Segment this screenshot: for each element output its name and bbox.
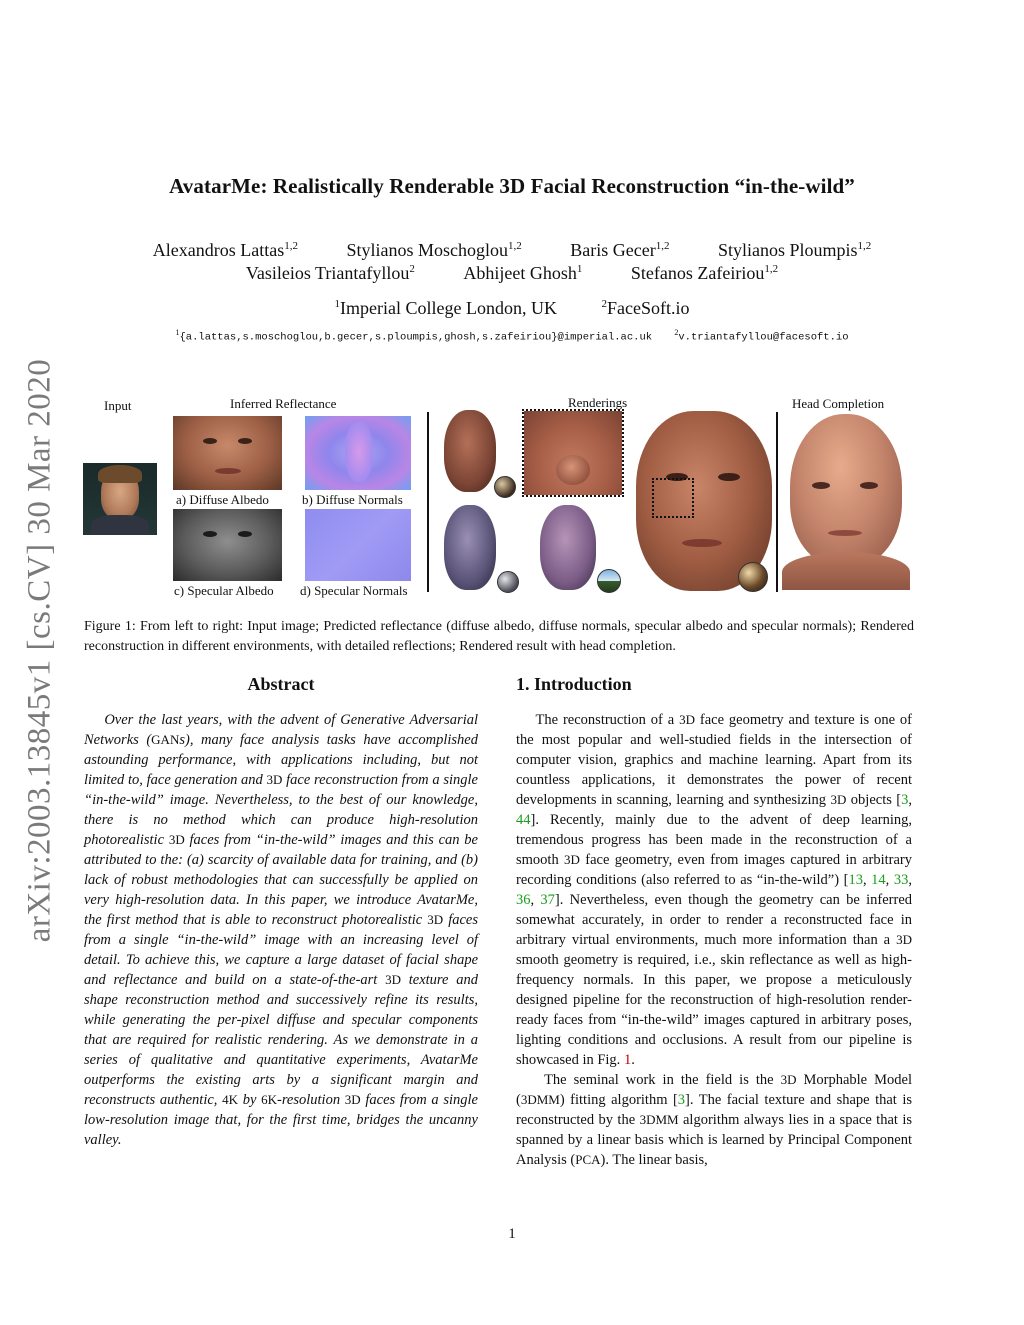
author: Vasileios Triantafyllou$^2$ [245,263,415,283]
head-mouth [828,530,862,536]
head-completion-render [782,412,910,590]
specular-normals-map [305,509,411,581]
rendering-face-1 [444,410,496,492]
affiliation: $^1$Imperial College London, UK [334,298,557,318]
author: Alexandros Lattas$^{1,2}$ [152,240,298,260]
head-neck [782,552,910,590]
env-sphere-3 [597,569,621,593]
page-number: 1 [508,1226,516,1242]
author: Abhijeet Ghosh$^1$ [463,263,583,283]
divider [776,412,778,592]
head-eye [812,482,830,489]
albedo-eye [238,438,252,444]
main-eye [718,473,740,481]
intro-paragraph-1: The reconstruction of a 3D face geometry and texture is one of the most popular and well-studied fields in the intersection of computer vision, graphics and machine learning. Apart from its countless applications, it demonstrates the power of recent developments in scanning, learning and synthesizing 3D objects [3, 44]. Recently, mainly due to the advent of deep learning, tremendous progress has been made in the reconstruction of a smooth 3D face geometry, even from images captured in arbitrary recording conditions (also referred to as “in-the-wild”) [13, 14, 33, 36, 37]. Nevertheless, even though the geometry can be inferred somewhat accurately, in order to render a reconstructed face in arbitrary virtual environments, much more information than a 3D smooth geometry is required, i.e., skin reflectance as well as high-frequency normals. In this paper, we propose a meticulously designed pipeline for the reconstruction of high-resolution render-ready faces from “in-the-wild” images captured in arbitrary poses, lighting conditions and occlusions. A result from our pipeline is showcased in Fig. 1. [516,712,913,1068]
env-sphere-4 [738,562,768,592]
abstract-body [84,710,478,1150]
author: Stefanos Zafeiriou$^{1,2}$ [630,263,779,283]
nose-tip [556,455,590,485]
author: Stylianos Ploumpis$^{1,2}$ [717,240,872,260]
email: $^2$v.triantafyllou@facesoft.io [674,328,849,344]
label-input: Input [104,398,132,413]
intro-paragraph-2: The seminal work in the field is the 3D Morphable Model (3DMM) fitting algorithm [3]. The facial texture and shape that is reconstructed by the 3DMM algorithm always lies in a space that is spanned by a linear basis which is learned by Principal Component Analysis (PCA). The linear basis, [516,1072,912,1168]
introduction-heading: 1. Introduction [516,674,632,694]
label-specular-normals: d) Specular Normals [300,583,408,598]
input-hair [98,465,142,483]
albedo-mouth [215,468,241,474]
albedo-eye [203,438,217,444]
head-eye [860,482,878,489]
rendering-face-3 [540,505,596,590]
figure-caption: Figure 1: From left to right: Input image; Predicted reflectance (diffuse albedo, diffuse normals, specular albedo and specular normals); Rendered reconstruction in different environments, with detailed reflections; Rendered result with head completion. [84,619,914,654]
diffuse-albedo-map [173,416,282,490]
spec-eye [238,531,252,537]
author: Baris Gecer$^{1,2}$ [570,240,670,260]
normals-face [345,422,373,482]
label-specular-albedo: c) Specular Albedo [174,583,274,598]
specular-albedo-map [173,509,282,581]
paper-title: AvatarMe: Realistically Renderable 3D Facial Reconstruction “in-the-wild” [169,174,855,198]
nose-closeup [524,411,622,495]
env-sphere-1 [494,476,516,498]
label-renderings: Renderings [568,395,628,410]
zoom-region-box [652,478,694,518]
input-photo [83,463,157,535]
abstract-heading: Abstract [247,674,315,694]
env-sphere-2 [497,571,519,593]
abstract-paragraph: Over the last years, with the advent of Generative Adversarial Networks (GANs), many face analysis tasks have accomplished astounding performance, with applications including, but not limited to, face generation and 3D face reconstruction from a single “in-the-wild” image. Nevertheless, to the best of our knowledge, there is no method which can produce high-resolution photorealistic 3D faces from “in-the-wild” images and this can be attributed to the: (a) scarcity of available data for training, and (b) lack of robust methodologies that can successfully be applied on very high-resolution data. In this paper, we introduce AvatarMe, the first method that is able to reconstruct photorealistic 3D faces from a single “in-the-wild” image with an increasing level of detail. To achieve this, we capture a large dataset of facial shape and reflectance and build on a state-of-the-art 3D texture and shape reconstruction method and successively refine its results, while generating the per-pixel diffuse and specular components that are required for realistic rendering. As we demonstrate in a series of qualitative and quantitative experiments, AvatarMe outperforms the existing arts by a significant margin and reconstructs authentic, 4K by 6K-resolution 3D faces from a single low-resolution image that, for the first time, bridges the uncanny valley. [84,712,479,1148]
divider [427,412,429,592]
introduction-body [516,710,912,1170]
label-head-completion: Head Completion [792,396,885,411]
input-shirt [91,515,149,535]
affiliation: $^2$FaceSoft.io [601,298,690,318]
label-diffuse-albedo: a) Diffuse Albedo [176,492,269,507]
main-mouth [682,539,722,547]
spec-eye [203,531,217,537]
rendering-face-2 [444,505,496,590]
label-inferred-reflectance: Inferred Reflectance [230,396,337,411]
label-diffuse-normals: b) Diffuse Normals [302,492,403,507]
arxiv-id: arXiv:2003.13845v1 [cs.CV] 30 Mar 2020 [21,358,58,942]
head-shape [790,414,902,566]
diffuse-normals-map [305,416,411,490]
figure-1 [0,0,1024,610]
author: Stylianos Moschoglou$^{1,2}$ [346,240,522,260]
email: $^1${a.lattas,s.moschoglou,b.gecer,s.ploumpis,ghosh,s.zafeiriou}@imperial.ac.uk [175,328,653,344]
